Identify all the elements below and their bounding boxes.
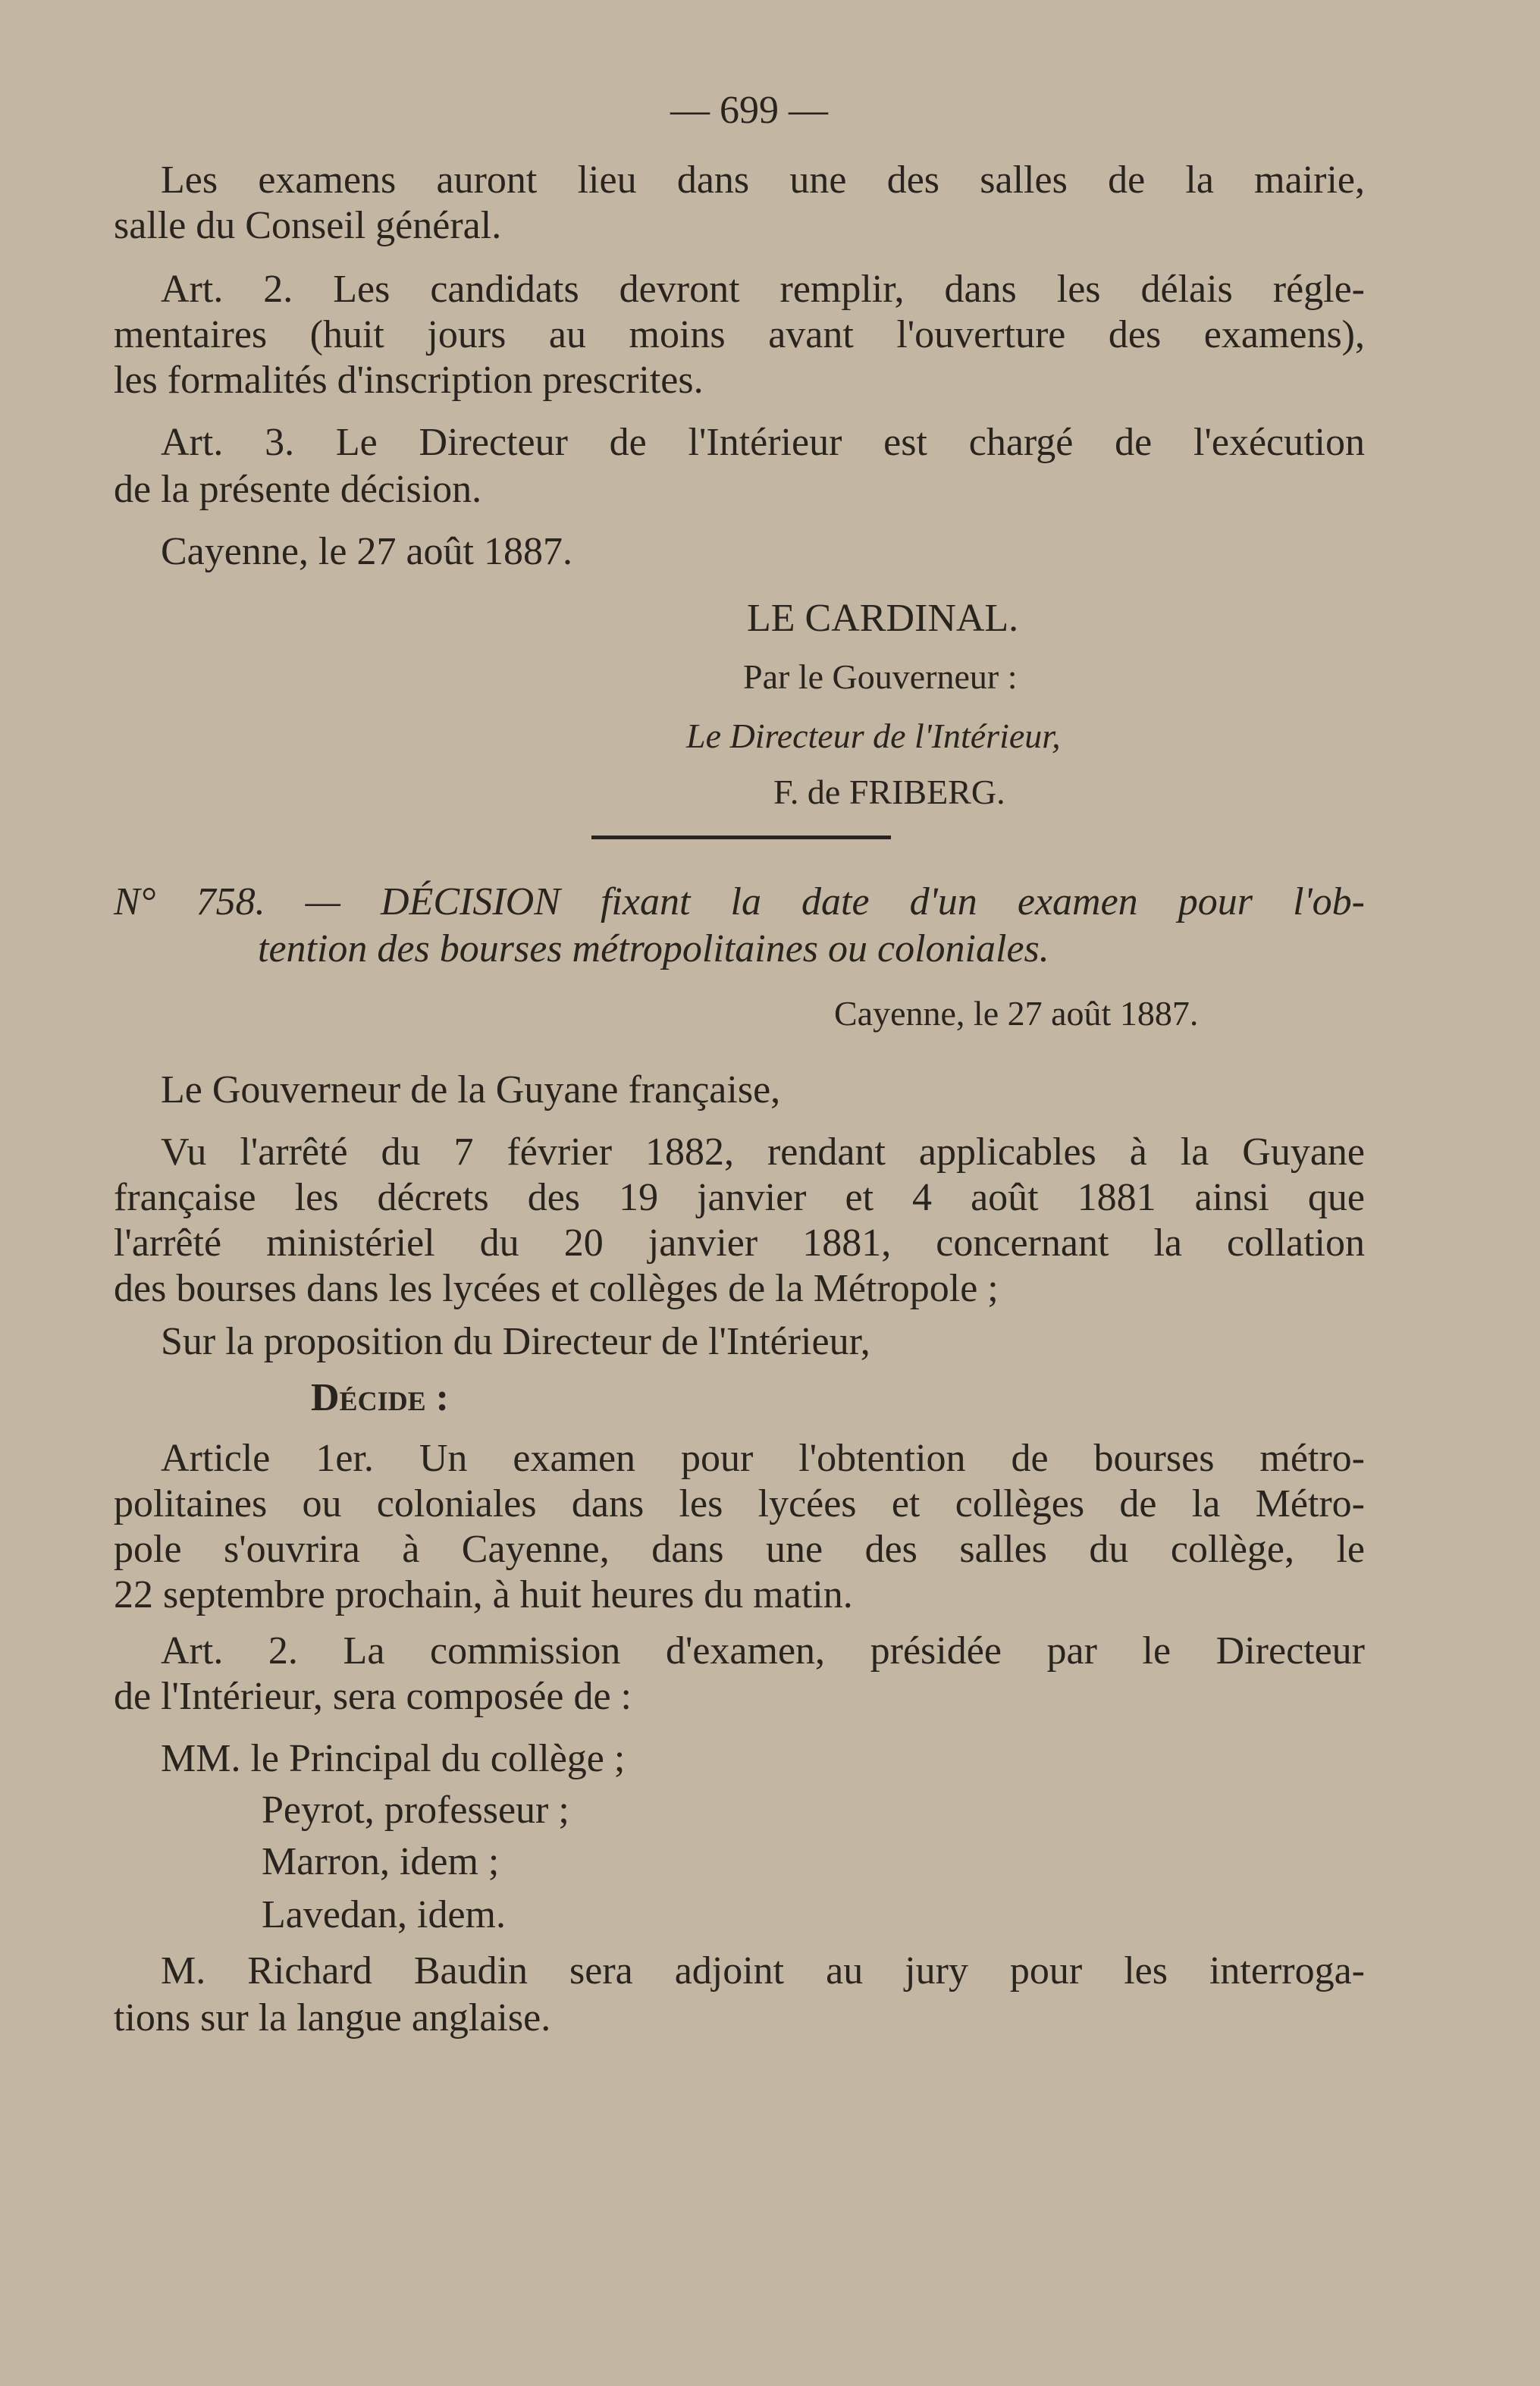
decide-heading: Décide : [311, 1376, 449, 1419]
text-line: politaines ou coloniales dans les lycées et collèges de la Métro- [114, 1482, 1365, 1525]
signature-name: F. de FRIBERG. [773, 773, 1005, 811]
text-line: Lavedan, idem. [262, 1893, 506, 1936]
text-line: l'arrêté ministériel du 20 janvier 1881, concernant la collation [114, 1221, 1365, 1265]
text-line: Art. 2. La commission d'examen, présidée par le Directeur [161, 1629, 1365, 1673]
text-line: des bourses dans les lycées et collèges de la Métropole ; [114, 1267, 999, 1310]
text-line: Peyrot, professeur ; [262, 1789, 569, 1832]
text-line: Vu l'arrêté du 7 février 1882, rendant applicables à la Guyane [161, 1130, 1365, 1174]
text-line: française les décrets des 19 janvier et 4 août 1881 ainsi que [114, 1176, 1365, 1219]
text-line: MM. le Principal du collège ; [161, 1737, 626, 1780]
text-line: Le Gouverneur de la Guyane française, [161, 1068, 781, 1111]
text-line: Art. 3. Le Directeur de l'Intérieur est chargé de l'exécution [161, 421, 1365, 464]
signature-name: LE CARDINAL. [747, 597, 1019, 640]
decision-heading: N° 758. — DÉCISION fixant la date d'un examen pour l'ob- [114, 880, 1365, 923]
decision-heading: tention des bourses métropolitaines ou coloniales. [258, 927, 1049, 970]
text-line: de la présente décision. [114, 468, 482, 511]
signature-title: Le Directeur de l'Intérieur, [686, 716, 1061, 755]
text-line: Art. 2. Les candidats devront remplir, dans les délais régle- [161, 268, 1365, 311]
section-divider [591, 836, 891, 839]
place-date: Cayenne, le 27 août 1887. [161, 530, 572, 573]
text-line: pole s'ouvrira à Cayenne, dans une des salles du collège, le [114, 1528, 1365, 1571]
text-line: M. Richard Baudin sera adjoint au jury pour les interroga- [161, 1949, 1365, 1993]
text-line: de l'Intérieur, sera composée de : [114, 1675, 632, 1718]
signature-line: Par le Gouverneur : [743, 657, 1018, 696]
place-date: Cayenne, le 27 août 1887. [834, 994, 1199, 1033]
page-number: — 699 — [670, 89, 828, 132]
text-line: 22 septembre prochain, à huit heures du matin. [114, 1573, 853, 1616]
text-line: Article 1er. Un examen pour l'obtention de bourses métro- [161, 1437, 1365, 1480]
text-line: mentaires (huit jours au moins avant l'ouverture des examens), [114, 313, 1365, 356]
text-line: tions sur la langue anglaise. [114, 1996, 551, 2040]
text-line: Marron, idem ; [262, 1840, 500, 1883]
text-line: Les examens auront lieu dans une des salles de la mairie, [161, 158, 1365, 202]
text-line: Sur la proposition du Directeur de l'Intérieur, [161, 1320, 870, 1363]
text-line: salle du Conseil général. [114, 204, 502, 247]
text-line: les formalités d'inscription prescrites. [114, 359, 704, 402]
